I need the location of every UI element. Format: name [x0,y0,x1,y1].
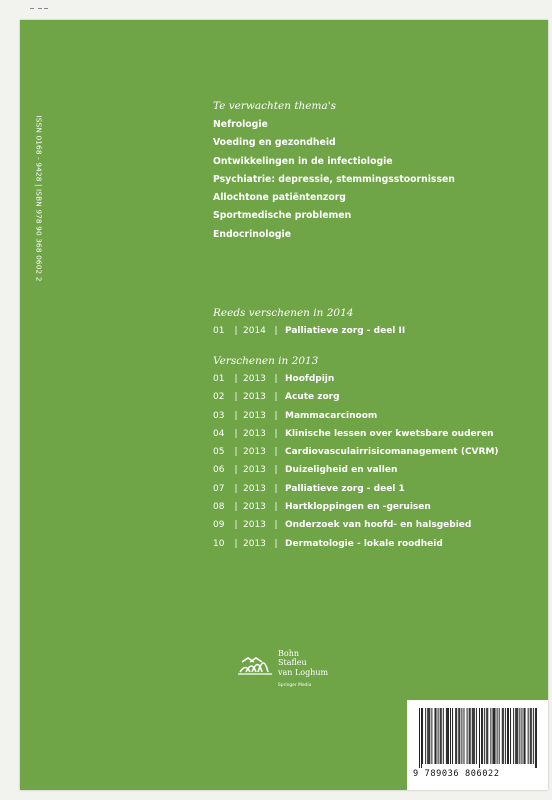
theme-item: Nefrologie [213,119,268,130]
issue-year: 2013 [243,483,266,494]
separator: | [274,502,278,513]
barcode-bar [431,708,432,764]
barcode-bar [428,708,429,764]
barcode-bar [459,708,460,764]
barcode-bar [521,708,522,764]
issue-number: 01 [213,326,225,336]
separator: | [234,374,238,384]
issue-title: Duizeligheid en vallen [285,465,398,476]
separator: | [234,520,238,531]
separator: | [274,392,278,403]
barcode-bar [479,708,480,768]
issue-title: Mammacarcinoom [285,410,378,421]
barcode-bar [425,708,426,764]
issue-year: 2013 [243,447,266,458]
scan-corner-mark [30,8,50,11]
barcode-bar [499,708,500,764]
theme-item: Ontwikkelingen in de infectiologie [213,155,393,167]
barcode-bar [476,708,477,764]
issue-year: 2013 [243,374,266,384]
barcode-bar [474,708,475,764]
barcode-bar [495,708,496,764]
issue-year: 2013 [243,392,266,403]
barcode-bar [435,708,436,764]
theme-item: Allochtone patiëntenzorg [213,192,346,204]
barcode-bar [507,708,508,764]
issue-row [213,407,499,425]
barcode-bar [516,708,517,764]
barcode-bar [455,708,456,764]
issue-row [213,461,499,479]
theme-item: Sportmedische problemen [213,210,352,222]
separator: | [234,326,238,336]
theme-item: Psychiatrie: depressie, stemmingsstoornissen [213,173,455,185]
separator: | [234,483,238,494]
issue-number: 10 [213,538,225,549]
barcode-bar [508,708,509,764]
issue-year: 2013 [243,428,266,439]
barcode-bar [484,708,485,764]
published-2014-heading: Reeds verschenen in 2014 [213,307,354,319]
separator: | [234,447,238,458]
publisher-name-line: Bohn [278,649,299,658]
barcode-bar [486,708,487,764]
barcode-bar [427,708,428,764]
theme-item: Endocrinologie [213,228,292,240]
issue-title: Palliatieve zorg - deel II [285,326,406,336]
issue-number: 09 [213,520,225,531]
issue-title: Cardiovasculairrisicomanagement (CVRM) [285,447,499,458]
issue-row [213,443,499,461]
barcode-bar [421,708,422,768]
separator: | [274,465,278,476]
barcode-bar [473,708,474,764]
barcode-bar [467,708,468,764]
issue-year: 2013 [243,465,266,476]
issue-title: Klinische lessen over kwetsbare ouderen [285,428,494,439]
separator: | [234,410,238,421]
barcode-bar [513,708,514,764]
issue-row [213,516,499,534]
barcode-bar [494,708,495,764]
barcode-bar [515,708,516,764]
publisher-subline: Springer Media [278,683,312,688]
published-2013-section [213,354,499,553]
issue-row [213,322,405,340]
separator: | [234,465,238,476]
barcode-bar [472,708,473,764]
barcode-bar [517,708,518,764]
barcode-bar [419,708,420,768]
separator: | [274,538,278,549]
separator: | [274,520,278,531]
issue-row [213,370,499,388]
barcode-bar [446,708,447,764]
issue-number: 08 [213,502,225,513]
barcode-bar [536,708,537,768]
barcode-bar [452,708,453,764]
barcode-bar [464,708,465,764]
separator: | [234,392,238,403]
issue-number: 07 [213,483,225,494]
barcode-bar [505,708,506,764]
issue-title: Hartkloppingen en -geruisen [285,502,431,513]
published-2014-section [213,306,405,340]
barcode-bar [530,708,531,764]
issue-title: Acute zorg [285,392,340,403]
barcode-bar [450,708,451,764]
barcode-bar [525,708,526,764]
barcode-bar [461,708,462,764]
issn-isbn-text: ISSN 0168 - 9428 | ISBN 978 90 368 0602 2 [34,115,44,282]
barcode-bar [519,708,520,764]
barcode-bar [497,708,498,764]
barcode-bar [469,708,470,764]
isbn-barcode-icon [419,708,537,768]
separator: | [274,410,278,421]
published-2013-heading: Verschenen in 2013 [213,355,319,367]
issue-year: 2013 [243,520,266,531]
barcode-bar [429,708,430,764]
upcoming-themes-section [213,99,455,244]
separator: | [234,428,238,439]
bsl-wave-logo-icon [238,654,274,676]
barcode-bar [503,708,504,764]
issue-number: 01 [213,374,225,384]
issue-title: Dermatologie - lokale roodheid [285,538,443,549]
issue-year: 2013 [243,502,266,513]
barcode-bar [481,708,482,764]
barcode-bar [510,708,511,764]
separator: | [274,428,278,439]
separator: | [274,483,278,494]
issue-title: Palliatieve zorg - deel 1 [285,483,405,494]
barcode-bar [456,708,457,764]
barcode-digits: 9 789036 806022 [413,769,500,779]
issue-row [213,498,499,516]
issue-year: 2013 [243,538,266,549]
barcode-bar [458,708,459,764]
separator: | [274,447,278,458]
theme-item: Voeding en gezondheid [213,137,336,149]
barcode-bar [436,708,437,764]
barcode-bar [490,708,491,764]
barcode-bar [524,708,525,764]
separator: | [234,538,238,549]
issue-row [213,480,499,498]
issue-number: 06 [213,465,225,476]
barcode-bar [535,708,536,768]
barcode-bar [487,708,488,764]
separator: | [234,502,238,513]
barcode-bar [492,708,493,764]
issue-row [213,535,499,553]
issue-row [213,425,499,443]
back-cover [20,20,548,790]
issue-number: 03 [213,410,225,421]
isbn-barcode [407,700,548,790]
barcode-bar [470,708,471,764]
barcode-bar [448,708,449,764]
barcode-bar [441,708,442,764]
barcode-bar [531,708,532,764]
separator: | [274,326,278,336]
issue-title: Hoofdpijn [285,374,335,384]
barcode-bar [528,708,529,764]
publisher-name-line: Stafleu [278,658,307,668]
issue-title: Onderzoek van hoofd- en halsgebied [285,520,472,531]
issue-row [213,388,499,406]
barcode-bar [533,708,534,764]
issue-number: 04 [213,428,225,439]
barcode-bar [443,708,444,764]
issue-number: 02 [213,392,225,403]
publisher-name-line: van Loghum [278,667,329,677]
barcode-bar [422,708,423,764]
publisher-name [278,649,328,677]
upcoming-themes-heading: Te verwachten thema's [213,100,337,112]
issue-year: 2014 [243,326,266,336]
barcode-bar [502,708,503,764]
separator: | [274,374,278,384]
barcode-bar [447,708,448,764]
issn-isbn-vertical [32,115,44,310]
barcode-bar [482,708,483,764]
barcode-bar [440,708,441,764]
barcode-bar [438,708,439,764]
issue-number: 05 [213,447,225,458]
issue-year: 2013 [243,410,266,421]
